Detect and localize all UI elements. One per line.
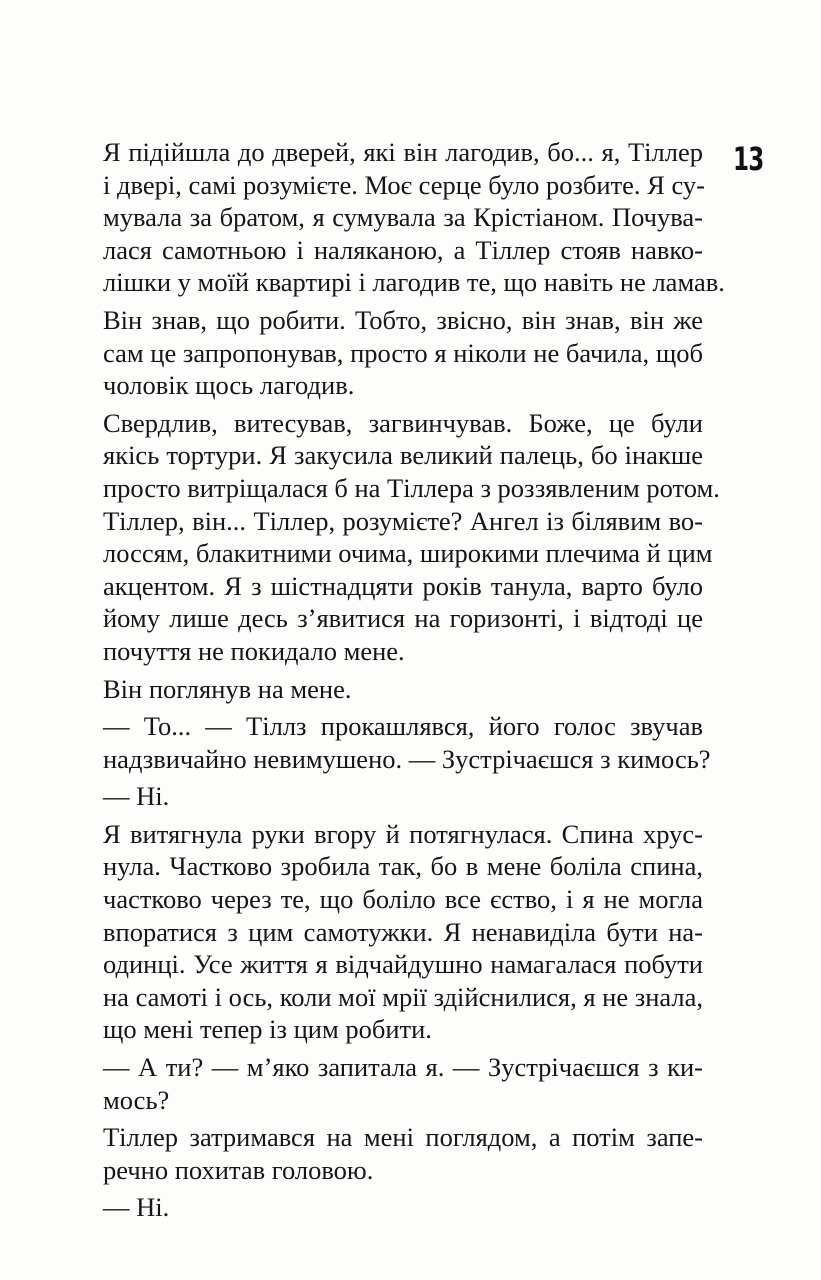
text-line: — Ні. [103,1192,170,1223]
text-line: і двері, самі розумієте. Моє серце було розбите. Я су- [103,169,705,200]
text-line: чоловік щось лагодив. [103,370,355,401]
text-line: одинці. Усе життя я відчайдушно намагалася побути [103,949,703,980]
paragraph [103,1051,703,1116]
paragraph [103,1121,703,1186]
text-line: Я підійшла до дверей, які він лагодив, бо... я, Тіллер [103,137,703,167]
text-line: що мені тепер із цим робити. [103,1014,432,1045]
text-line: частково через те, що боліло все єство, і я не могла [103,884,703,915]
text-line: Свердлив, витесував, загвинчував. Боже, це були [103,407,703,438]
text-line: Тіллер затримався на мені поглядом, а потім запе- [103,1122,703,1153]
body-text [103,136,725,1224]
paragraph [103,673,703,706]
paragraph [103,136,725,299]
text-line: — То... — Тіллз прокашлявся, його голос звучав [103,711,703,742]
paragraph [103,1191,703,1224]
text-line: почуття не покидало мене. [103,635,405,666]
paragraph [103,710,711,775]
text-line: лішки у моїй квартирі і лагодив те, що навіть не ламав. [103,267,725,298]
text-line: — А ти? — м’яко запитала я. — Зустрічаєшся з ки- [103,1052,703,1083]
text-line: сам це запропонував, просто я ніколи не бачила, щоб [103,337,703,368]
text-line: впоратися з цим самотужки. Я ненавиділа бути на- [103,916,703,947]
text-line: акцентом. Я з шістнадцяти років танула, варто було [103,570,703,601]
text-line: нула. Частково зробила так, бо в мене боліла спина, [103,851,703,882]
text-line: Я витягнула руки вгору й потягнулася. Спина хрус- [103,818,703,849]
text-line: лоссям, блакитними очима, широкими плечима й цим [103,538,713,569]
page-number: 13 [733,140,764,178]
paragraph [103,304,703,402]
paragraph [103,780,703,813]
text-line: мувала за братом, я сумувала за Крістіаном. Почува- [103,202,703,233]
text-line: на самоті і ось, коли мої мрії здійснилися, я не знала, [103,981,703,1012]
text-line: Він знав, що робити. Тобто, звісно, він знав, він же [103,304,703,335]
text-line: надзвичайно невимушено. — Зустрічаєшся з кимось? [103,743,711,774]
paragraph [103,818,703,1046]
text-line: Він поглянув на мене. [103,673,352,704]
text-line: мось? [103,1084,170,1115]
text-line: лася самотньою і наляканою, а Тіллер стояв навко- [103,234,703,265]
paragraph [103,407,720,668]
text-line: просто витріщалася б на Тіллера з роззявленим ротом. [103,472,720,503]
text-line: якісь тортури. Я закусила великий палець, бо інакше [103,440,703,471]
text-line: — Ні. [103,781,170,812]
text-line: речно похитав головою. [103,1154,374,1185]
text-line: Тіллер, він... Тіллер, розумієте? Ангел із білявим во- [103,505,703,536]
text-line: йому лише десь з’явитися на горизонті, і відтоді це [103,603,703,634]
